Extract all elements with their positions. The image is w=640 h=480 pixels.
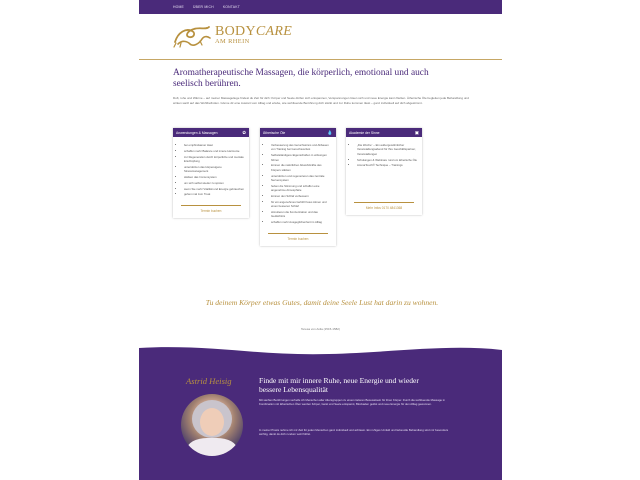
card-treatments [173, 128, 249, 218]
list-item: • zur Regeneration durch körperliche und mentale Erschöpfung [184, 155, 245, 164]
page-headline: Aromatherapeutische Massagen, die körperlich, emotional und auch seelisch berühren. [173, 68, 429, 89]
content-column [139, 0, 502, 480]
brand-text [215, 25, 292, 45]
nav-about-link[interactable]: ÜBER MICH [192, 5, 214, 9]
header-divider [139, 59, 502, 60]
list-item: • AromaTouch® Technique – Trainings [357, 163, 418, 167]
book-appointment-link[interactable]: Termin buchen [200, 209, 222, 214]
list-item: • stärken das Immunsystem [184, 175, 245, 179]
more-info-link[interactable]: Mehr Infos 0170 4841368 [365, 206, 403, 211]
list-item: • können die natürlichen Abwehrkräfte des Körpers stärken [271, 163, 332, 172]
lotus-icon: ✿ [242, 129, 246, 135]
card-title: Ätherische Öle [263, 130, 286, 135]
card-academy [346, 128, 422, 215]
list-item: • „Die Woche“ – Ein außergewöhnlicher Veranstaltungsabend für Ihre Geschäftspartner, Veranstaltungen [357, 143, 418, 156]
list-item: • um sich selbst wieder zu spüren [184, 181, 245, 185]
list-item: • bei empfindsamer Haut [184, 143, 245, 147]
quote-author: Teresa von Avila (1515-1582) [301, 327, 340, 331]
list-item: • unterstützen das körpereigene Stressmanagement [184, 165, 245, 174]
about-title: Finde mit mir innere Ruhe, neue Energie und wieder bessere Lebensqualität [259, 376, 419, 394]
top-navigation [139, 0, 502, 14]
brand-tagline: AM RHEIN [215, 38, 250, 45]
list-item: • schaffen mehr Ausgeglichenheit im Alltag [271, 220, 332, 224]
intro-paragraph: Duft, ruhe und Wärme – auf meiner Massageliege findest du Zeit für dich: Körper und Seele dürfen sich entspannen, Verspannungen lösen sich und neue Energie kann fließen. Ätherische Öle begleiten jede Behandlung und wirken sanft auf das Wohlbefinden. Gönne dir eine Auszeit vom Alltag und erlebe, wie wohltuende Berührung dich stärkt und zur Ruhe kommen lässt – ganz individuell auf dich abgestimmt. [173, 96, 469, 105]
list-item: • Schulungen & Webinare rund um ätherische Öle [357, 158, 418, 162]
book-icon: ▣ [414, 129, 419, 135]
list-item: • Verbesserung des Geruchssinns und Abbauen von Training bei Geruchsverlust [271, 143, 332, 152]
list-item: • schaffen mehr Balance und innere Harmonie [184, 149, 245, 153]
nav-contact-link[interactable]: KONTAKT [222, 5, 240, 9]
card-essential-oils [260, 128, 336, 246]
list-item: • heben die Stimmung und schaffen eine angenehme Atmosphäre [271, 184, 332, 193]
list-item: • unterstützen und regenerieren das zentrale Nervensystem [271, 174, 332, 183]
list-item: • wenn Sie mehr Vitalität und Energie gebrauchen [184, 187, 245, 191]
list-item: • gehen mal zum Treat [184, 192, 245, 196]
brand-name: BODYCARE [215, 24, 293, 39]
card-header [260, 128, 336, 137]
list-item: • können den Schlaf verbessern [271, 194, 332, 198]
owner-photo [181, 394, 243, 456]
about-paragraph: In meiner Praxis nehme ich mir Zeit für jeden Menschen ganz individuell und achtsam. Ein ruhiges Umfeld und liebevolle Behandlung sind mir besonders wichtig, damit du dich rundum wohl fühlst. [259, 428, 449, 437]
card-list [260, 143, 336, 225]
owner-name: Astrid Heisig [186, 376, 232, 386]
card-list [173, 143, 249, 197]
drop-icon: 💧 [327, 129, 333, 135]
list-item: • stimulieren die Konzentration und das Gedächtnis [271, 210, 332, 219]
nav-home-link[interactable]: HOME [173, 5, 184, 9]
book-appointment-link[interactable]: Termin buchen [287, 237, 309, 242]
list-item: • Selbstständigere Eigenschaften in wirkungen führen [271, 153, 332, 162]
card-header [346, 128, 422, 137]
list-item: • für ein angenehmes Gefühl freies Atmen und einen besseren Schlaf [271, 200, 332, 209]
card-list [346, 143, 422, 168]
card-header [173, 128, 249, 137]
about-paragraph: Mit sanften Berührungen verhelfe ich Menschen aller Altersgruppen zu einem tieferen Bewusstsein für ihren Körper. Durch die wohltuende Massage in Kombination mit ätherischen Ölen werden Körper, Geist und Seele entspannt, Blockaden gelöst und neue Energie für den Alltag gewonnen. [259, 398, 445, 407]
brand-logo[interactable] [172, 24, 302, 50]
card-title: Akademie der Sinne [349, 130, 380, 135]
card-title: Anwendungen & Massagen [176, 130, 218, 135]
dragon-logo-icon [172, 24, 212, 48]
quote-text: Tu deinem Körper etwas Gutes, damit deine Seele Lust hat darin zu wohnen. [205, 298, 439, 307]
